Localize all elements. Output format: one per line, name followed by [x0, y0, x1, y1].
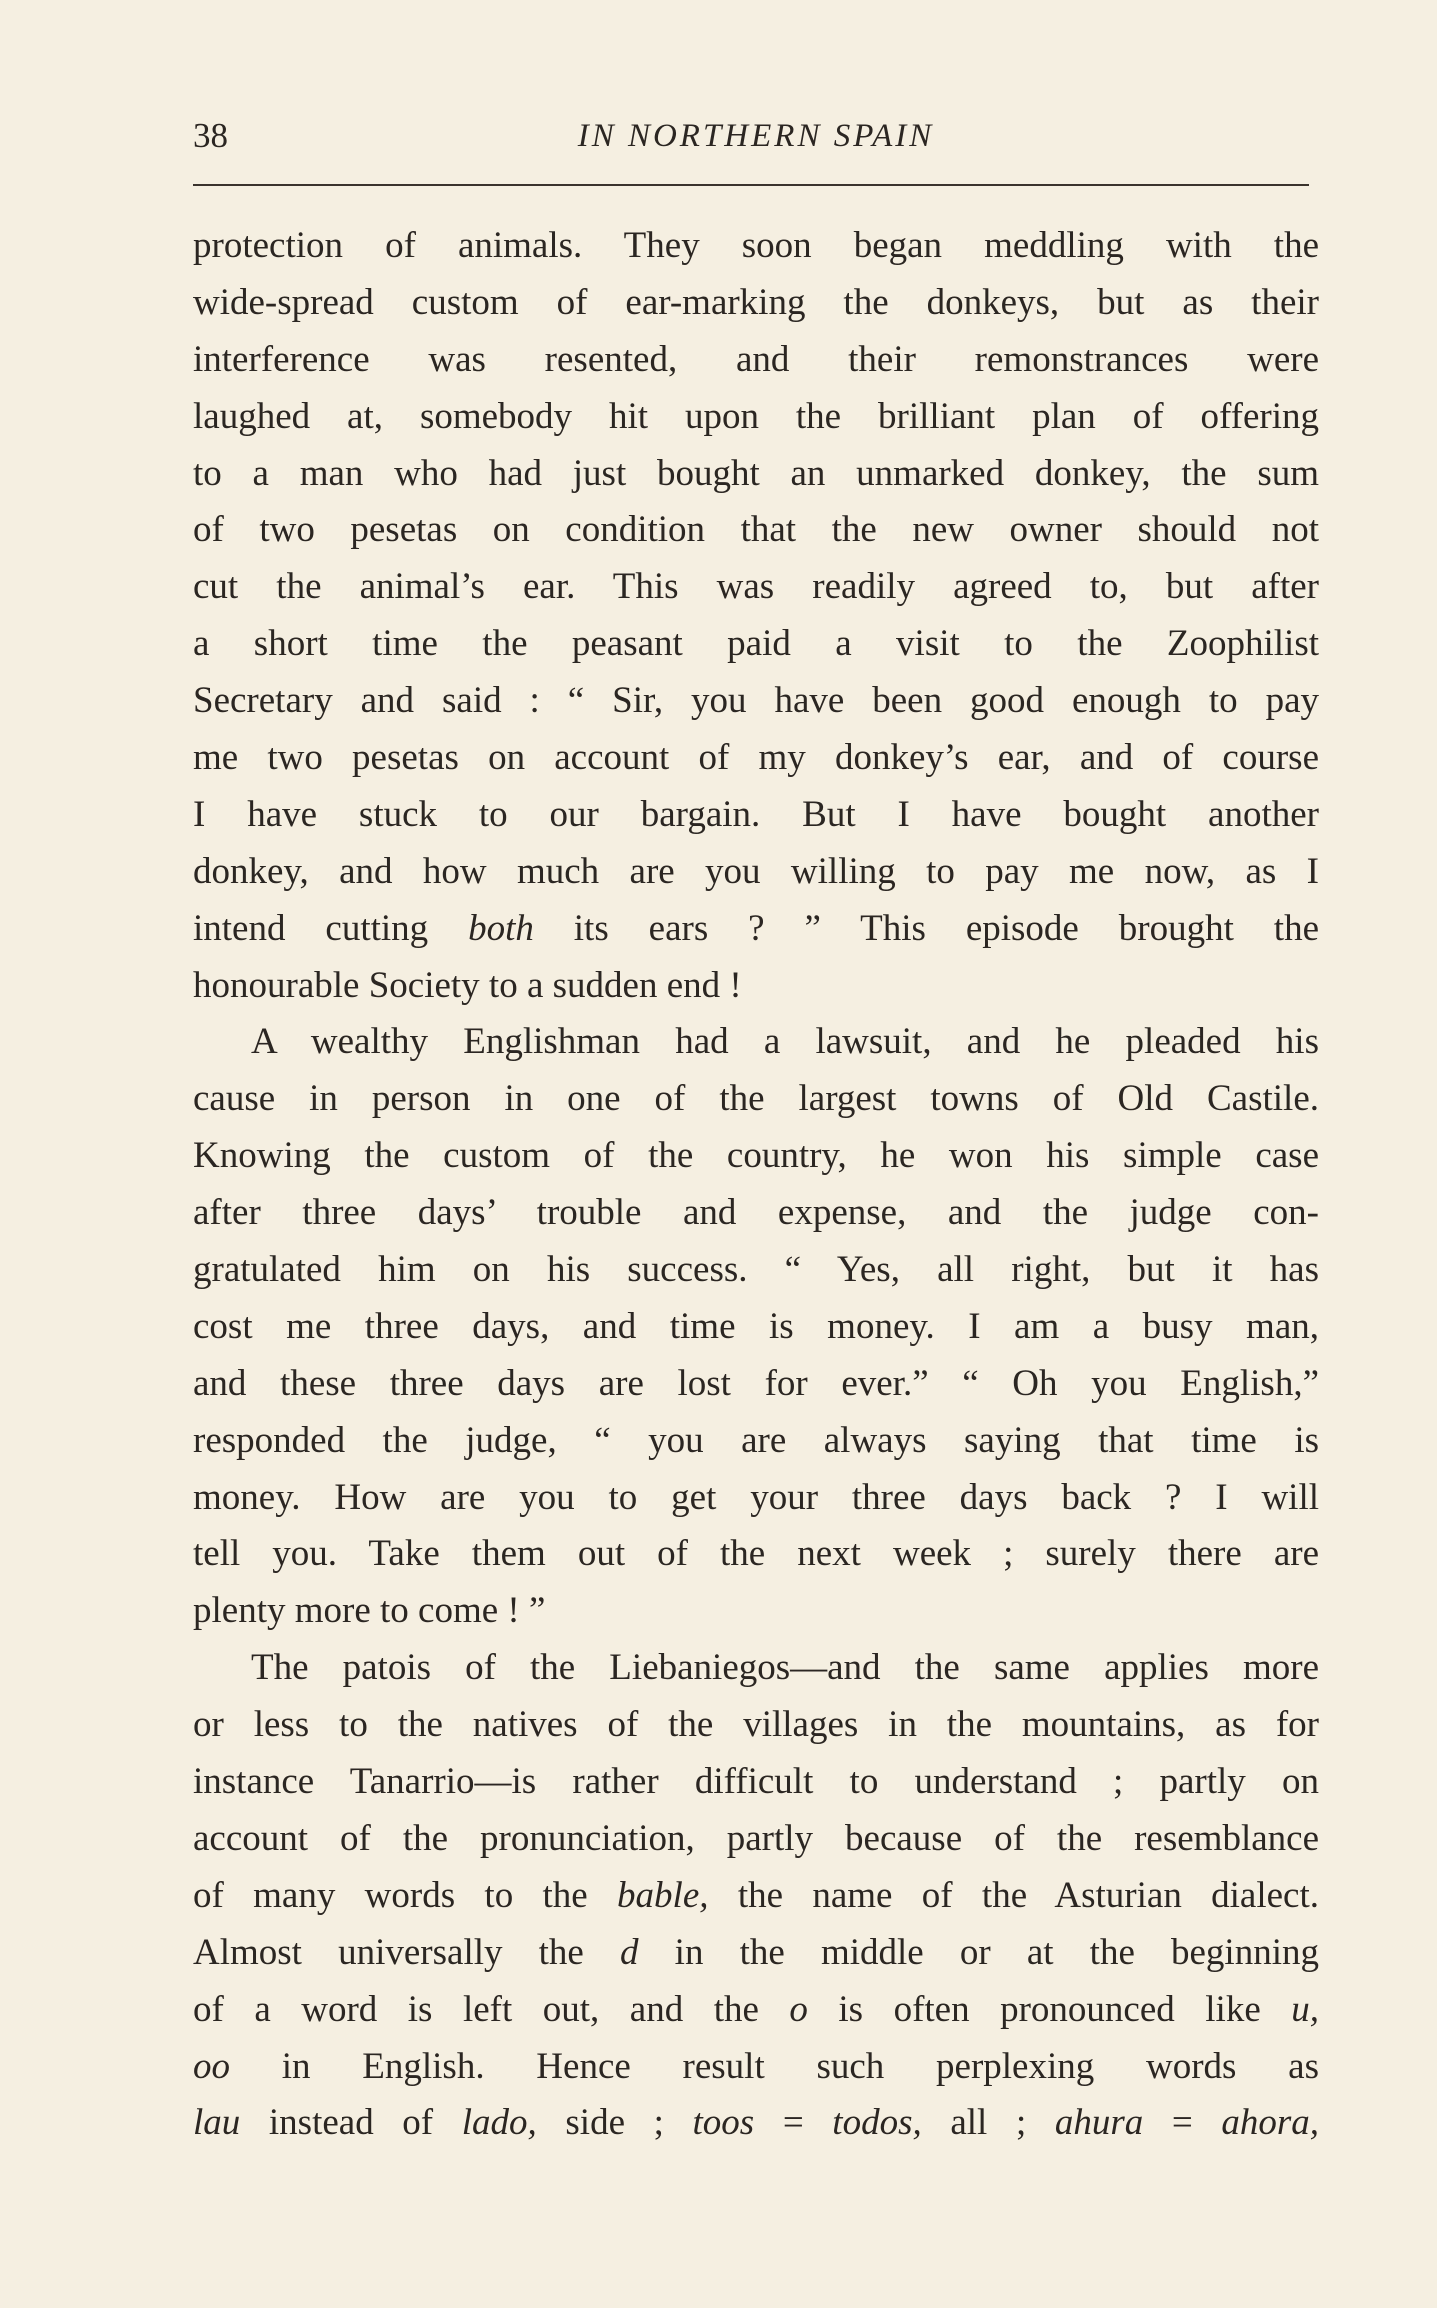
text-segment: of many words to the	[193, 1874, 618, 1916]
text-line	[193, 1014, 1319, 1071]
text-line	[193, 1185, 1319, 1242]
text-line	[193, 1811, 1319, 1868]
italic-text: o	[789, 1988, 808, 2030]
text-segment: Secretary and said : “ Sir, you have been good enough to pay	[193, 680, 1319, 722]
text-line	[193, 1640, 1319, 1697]
text-segment: money. How are you to get your three days back ? I will	[193, 1476, 1319, 1518]
text-segment: Almost universally the	[193, 1931, 621, 1973]
text-segment: laughed at, somebody hit upon the brilliant plan of offering	[193, 395, 1319, 437]
text-segment: in the middle or at the beginning	[638, 1931, 1319, 1973]
text-segment: of a word is left out, and the	[193, 1988, 790, 2030]
text-line	[193, 1754, 1319, 1811]
italic-text: lau	[193, 2102, 241, 2144]
text-segment: cost me three days, and time is money. I am a busy man,	[193, 1305, 1319, 1347]
text-segment: its ears ? ” This episode brought the	[533, 907, 1319, 949]
text-segment: all ;	[921, 2102, 1055, 2144]
text-line	[193, 1925, 1319, 1982]
text-segment: instance Tanarrio—is rather difficult to understand ; partly on	[193, 1761, 1319, 1803]
text-segment: honourable Society to a sudden end !	[193, 964, 742, 1006]
text-segment: or less to the natives of the villages in the mountains, as for	[193, 1704, 1319, 1746]
italic-text: toos	[692, 2102, 755, 2144]
text-segment: interference was resented, and their remonstrances were	[193, 338, 1319, 380]
text-segment: and these three days are lost for ever.” “ Oh you English,”	[193, 1362, 1319, 1404]
text-line	[193, 1413, 1319, 1470]
text-line	[193, 1868, 1319, 1925]
italic-text: u,	[1291, 1988, 1319, 2030]
text-segment: is often pronounced like	[807, 1988, 1292, 2030]
italic-text: both	[468, 907, 534, 949]
italic-text: lado,	[461, 2102, 537, 2144]
text-line	[193, 844, 1319, 901]
text-segment: tell you. Take them out of the next week ; surely there are	[193, 1533, 1319, 1575]
body-text	[193, 218, 1319, 2152]
italic-text: oo	[193, 2045, 230, 2087]
text-segment: protection of animals. They soon began meddling with the	[193, 225, 1319, 266]
text-line	[193, 730, 1319, 787]
text-line	[193, 2095, 1319, 2152]
text-segment: =	[1143, 2102, 1222, 2144]
italic-text: todos,	[832, 2102, 922, 2144]
italic-text: d	[620, 1931, 639, 1973]
text-line	[193, 275, 1319, 332]
text-segment: wide-spread custom of ear-marking the donkeys, but as their	[193, 281, 1319, 323]
text-line	[193, 1982, 1319, 2039]
text-segment: a short time the peasant paid a visit to the Zoophilist	[193, 623, 1319, 665]
text-line	[193, 1697, 1319, 1754]
text-segment: after three days’ trouble and expense, and the judge con-	[193, 1192, 1319, 1234]
text-segment: A wealthy Englishman had a lawsuit, and he pleaded his	[251, 1021, 1319, 1063]
text-segment: account of the pronunciation, partly because of the resemblance	[193, 1817, 1319, 1859]
text-line	[193, 218, 1319, 275]
text-line	[193, 1356, 1319, 1413]
header-rule	[193, 184, 1309, 186]
text-line	[193, 1242, 1319, 1299]
text-line	[193, 332, 1319, 389]
italic-text: bable,	[617, 1874, 709, 1916]
page-header	[193, 116, 1309, 166]
text-line	[193, 559, 1319, 616]
text-segment: in English. Hence result such perplexing words as	[230, 2045, 1319, 2087]
text-line	[193, 787, 1319, 844]
text-segment: me two pesetas on account of my donkey’s ear, and of course	[193, 737, 1319, 779]
text-line	[193, 1128, 1319, 1185]
text-line	[193, 958, 1319, 1015]
text-line	[193, 1526, 1319, 1583]
text-segment: to a man who had just bought an unmarked donkey, the sum	[193, 452, 1319, 494]
text-segment: donkey, and how much are you willing to pay me now, as I	[193, 850, 1319, 892]
page-number: 38	[193, 116, 228, 155]
italic-text: ahora,	[1221, 2102, 1319, 2144]
text-segment: Knowing the custom of the country, he won his simple case	[193, 1135, 1319, 1177]
text-segment: I have stuck to our bargain. But I have bought another	[193, 793, 1319, 835]
text-segment: gratulated him on his success. “ Yes, all right, but it has	[193, 1249, 1319, 1291]
text-line	[193, 502, 1319, 559]
running-head: IN NORTHERN SPAIN	[577, 118, 935, 154]
text-segment: =	[754, 2102, 833, 2144]
text-line	[193, 901, 1319, 958]
text-line	[193, 616, 1319, 673]
text-segment: cut the animal’s ear. This was readily agreed to, but after	[193, 566, 1319, 608]
text-line	[193, 446, 1319, 503]
text-segment: the name of the Asturian dialect.	[708, 1874, 1319, 1916]
text-segment: of two pesetas on condition that the new owner should not	[193, 509, 1319, 551]
text-line	[193, 673, 1319, 730]
text-line	[193, 389, 1319, 446]
text-segment: plenty more to come ! ”	[193, 1590, 546, 1632]
italic-text: ahura	[1054, 2102, 1144, 2144]
text-line	[193, 1299, 1319, 1356]
text-line	[193, 1470, 1319, 1527]
text-segment: cause in person in one of the largest towns of Old Castile.	[193, 1078, 1319, 1120]
text-line	[193, 1071, 1319, 1128]
text-segment: responded the judge, “ you are always saying that time is	[193, 1419, 1319, 1461]
text-segment: instead of	[240, 2102, 462, 2144]
text-segment: side ;	[536, 2102, 693, 2144]
text-line	[193, 2039, 1319, 2096]
text-line	[193, 1583, 1319, 1640]
text-segment: The patois of the Liebaniegos—and the same applies more	[251, 1647, 1319, 1689]
text-segment: intend cutting	[193, 907, 469, 949]
